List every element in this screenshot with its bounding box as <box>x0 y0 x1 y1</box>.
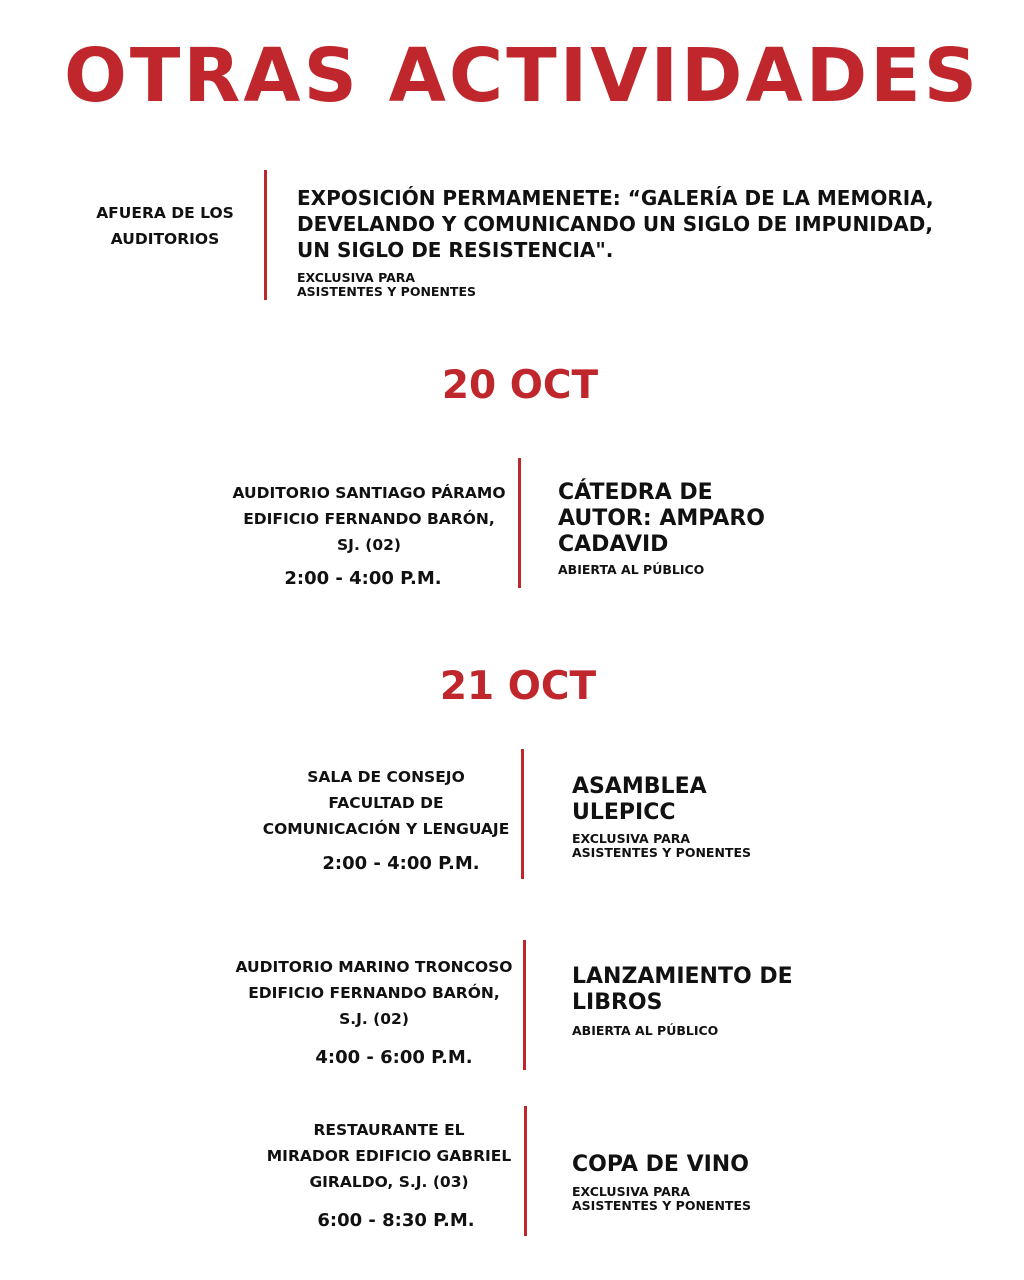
event-access <box>572 1024 718 1038</box>
event-access-line: EXCLUSIVA PARA <box>572 1184 691 1199</box>
event-location-line: EDIFICIO FERNANDO BARÓN, <box>248 984 500 1002</box>
event-location-line: FACULTAD DE <box>328 794 444 812</box>
event-access-line: EXCLUSIVA PARA <box>572 831 691 846</box>
event-time: 6:00 - 8:30 P.M. <box>317 1210 475 1231</box>
event-title-line: ASAMBLEA <box>572 774 707 799</box>
event-time: 2:00 - 4:00 P.M. <box>284 568 442 589</box>
event-access-line: ASISTENTES Y PONENTES <box>572 1198 751 1213</box>
event-location-line: AUDITORIO MARINO TRONCOSO <box>235 958 513 976</box>
event-title <box>572 774 707 826</box>
event-access-line: ABIERTA AL PÚBLICO <box>558 562 705 577</box>
exhibition-title-line: EXPOSICIÓN PERMAMENETE: “GALERÍA DE LA MEMORIA, <box>297 186 934 210</box>
page-title: OTRAS ACTIVIDADES <box>63 33 981 119</box>
event-location <box>254 1117 524 1195</box>
event-location-line: S.J. (02) <box>339 1010 409 1028</box>
event-access-line: ABIERTA AL PÚBLICO <box>572 1023 719 1038</box>
exhibition-location-line: AFUERA DE LOS <box>96 204 234 222</box>
event-title-line: AUTOR: AMPARO <box>558 506 766 531</box>
event-access <box>572 832 751 860</box>
event-location-line: SJ. (02) <box>337 536 401 554</box>
exhibition-title <box>297 185 934 263</box>
exhibition-location <box>95 200 235 252</box>
event-title-line: CÁTEDRA DE <box>558 480 713 505</box>
event-divider <box>524 1106 527 1236</box>
event-title-line: LANZAMIENTO DE <box>572 964 793 989</box>
event-title-line: CADAVID <box>558 532 669 557</box>
event-title <box>558 480 765 558</box>
event-access <box>572 1185 751 1213</box>
exhibition-divider <box>264 170 267 300</box>
event-location-line: GIRALDO, S.J. (03) <box>309 1173 469 1191</box>
event-time: 2:00 - 4:00 P.M. <box>322 853 480 874</box>
date-heading-20-oct: 20 OCT <box>441 363 599 408</box>
event-access <box>558 563 704 577</box>
event-title-line: LIBROS <box>572 990 663 1015</box>
event-title <box>572 964 793 1016</box>
exhibition-title-line: UN SIGLO DE RESISTENCIA". <box>297 238 614 262</box>
event-access-line: ASISTENTES Y PONENTES <box>572 845 751 860</box>
event-location <box>232 954 516 1032</box>
event-divider <box>521 749 524 879</box>
event-location-line: COMUNICACIÓN Y LENGUAJE <box>262 820 510 838</box>
event-divider <box>518 458 521 588</box>
event-time: 4:00 - 6:00 P.M. <box>315 1047 473 1068</box>
date-heading-21-oct: 21 OCT <box>439 664 597 709</box>
event-title <box>572 1152 749 1178</box>
event-title-line: COPA DE VINO <box>572 1152 749 1177</box>
exhibition-title-line: DEVELANDO Y COMUNICANDO UN SIGLO DE IMPUNIDAD, <box>297 212 933 236</box>
exhibition-access <box>297 271 476 299</box>
event-location <box>224 480 514 558</box>
exhibition-access-line: EXCLUSIVA PARA <box>297 270 416 285</box>
event-location-line: EDIFICIO FERNANDO BARÓN, <box>243 510 495 528</box>
event-location-line: AUDITORIO SANTIAGO PÁRAMO <box>232 484 506 502</box>
exhibition-location-line: AUDITORIOS <box>110 230 220 248</box>
event-location <box>252 764 520 842</box>
event-divider <box>523 940 526 1070</box>
event-location-line: RESTAURANTE EL <box>313 1121 465 1139</box>
exhibition-access-line: ASISTENTES Y PONENTES <box>297 284 476 299</box>
event-location-line: SALA DE CONSEJO <box>307 768 465 786</box>
event-title-line: ULEPICC <box>572 800 676 825</box>
event-location-line: MIRADOR EDIFICIO GABRIEL <box>266 1147 512 1165</box>
